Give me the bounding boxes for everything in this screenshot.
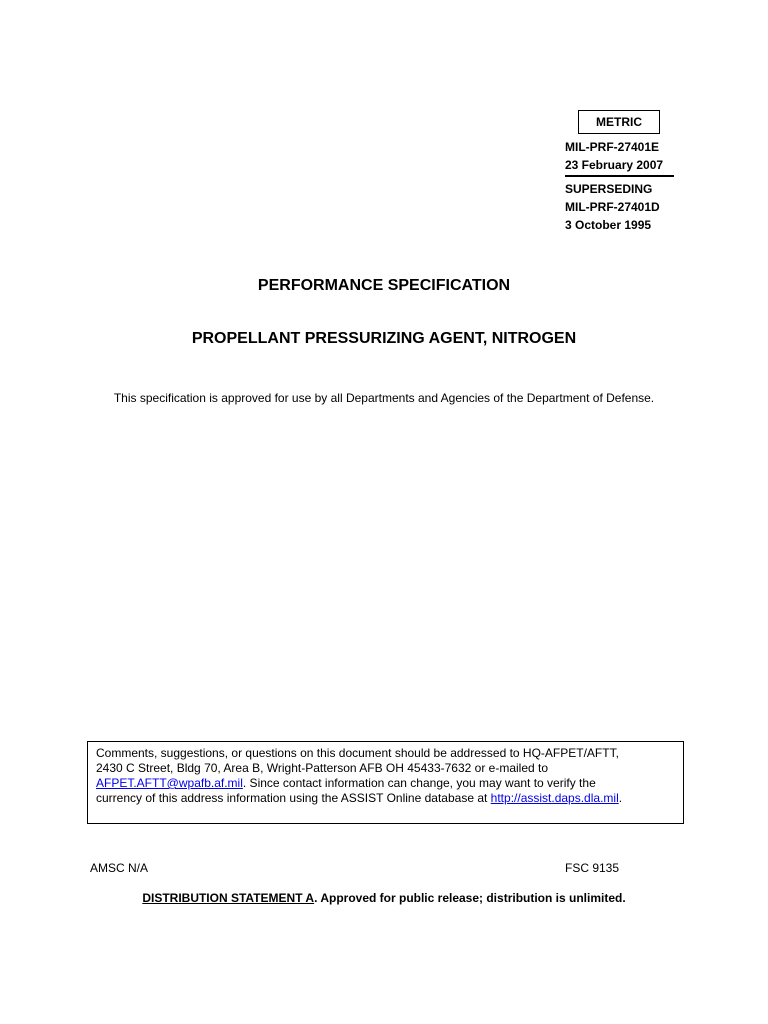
metric-label-text: METRIC (596, 115, 642, 129)
comments-line-4-text: currency of this address information using the ASSIST Online database at (96, 791, 491, 805)
assist-database-link[interactable]: http://assist.daps.dla.mil (490, 791, 619, 805)
document-date: 23 February 2007 (565, 158, 664, 172)
amsc-code: AMSC N/A (90, 861, 149, 875)
comments-line-4 (96, 791, 675, 806)
performance-specification-heading: PERFORMANCE SPECIFICATION (257, 277, 511, 294)
distribution-statement-label: DISTRIBUTION STATEMENT A (142, 891, 315, 905)
comments-line-4-end: . (618, 791, 623, 805)
superseded-document-date: 3 October 1995 (565, 218, 652, 232)
email-link[interactable]: AFPET.AFTT@wpafb.af.mil (96, 776, 243, 790)
divider (565, 175, 674, 177)
document-title: PROPELLANT PRESSURIZING AGENT, NITROGEN (191, 330, 577, 347)
document-number: MIL-PRF-27401E (565, 140, 660, 154)
superseding-label: SUPERSEDING (565, 182, 653, 196)
distribution-statement-text: . Approved for public release; distribution is unlimited. (314, 891, 626, 905)
comments-line-2: 2430 C Street, Bldg 70, Area B, Wright-Patterson AFB OH 45433-7632 or e-mailed to (96, 761, 549, 775)
fsc-code: FSC 9135 (565, 861, 620, 875)
comments-line-3-text: . Since contact information can change, you may want to verify the (242, 776, 596, 790)
comments-line-3 (96, 776, 675, 791)
approval-statement: This specification is approved for use by all Departments and Agencies of the Department of Defense. (113, 391, 655, 405)
comments-line-1: Comments, suggestions, or questions on this document should be addressed to HQ-AFPET/AFTT, (96, 746, 619, 760)
distribution-statement (0, 891, 768, 905)
metric-label (578, 110, 660, 134)
superseded-document-number: MIL-PRF-27401D (565, 200, 660, 214)
comments-box (87, 741, 684, 824)
document-identifier-block (565, 138, 675, 234)
